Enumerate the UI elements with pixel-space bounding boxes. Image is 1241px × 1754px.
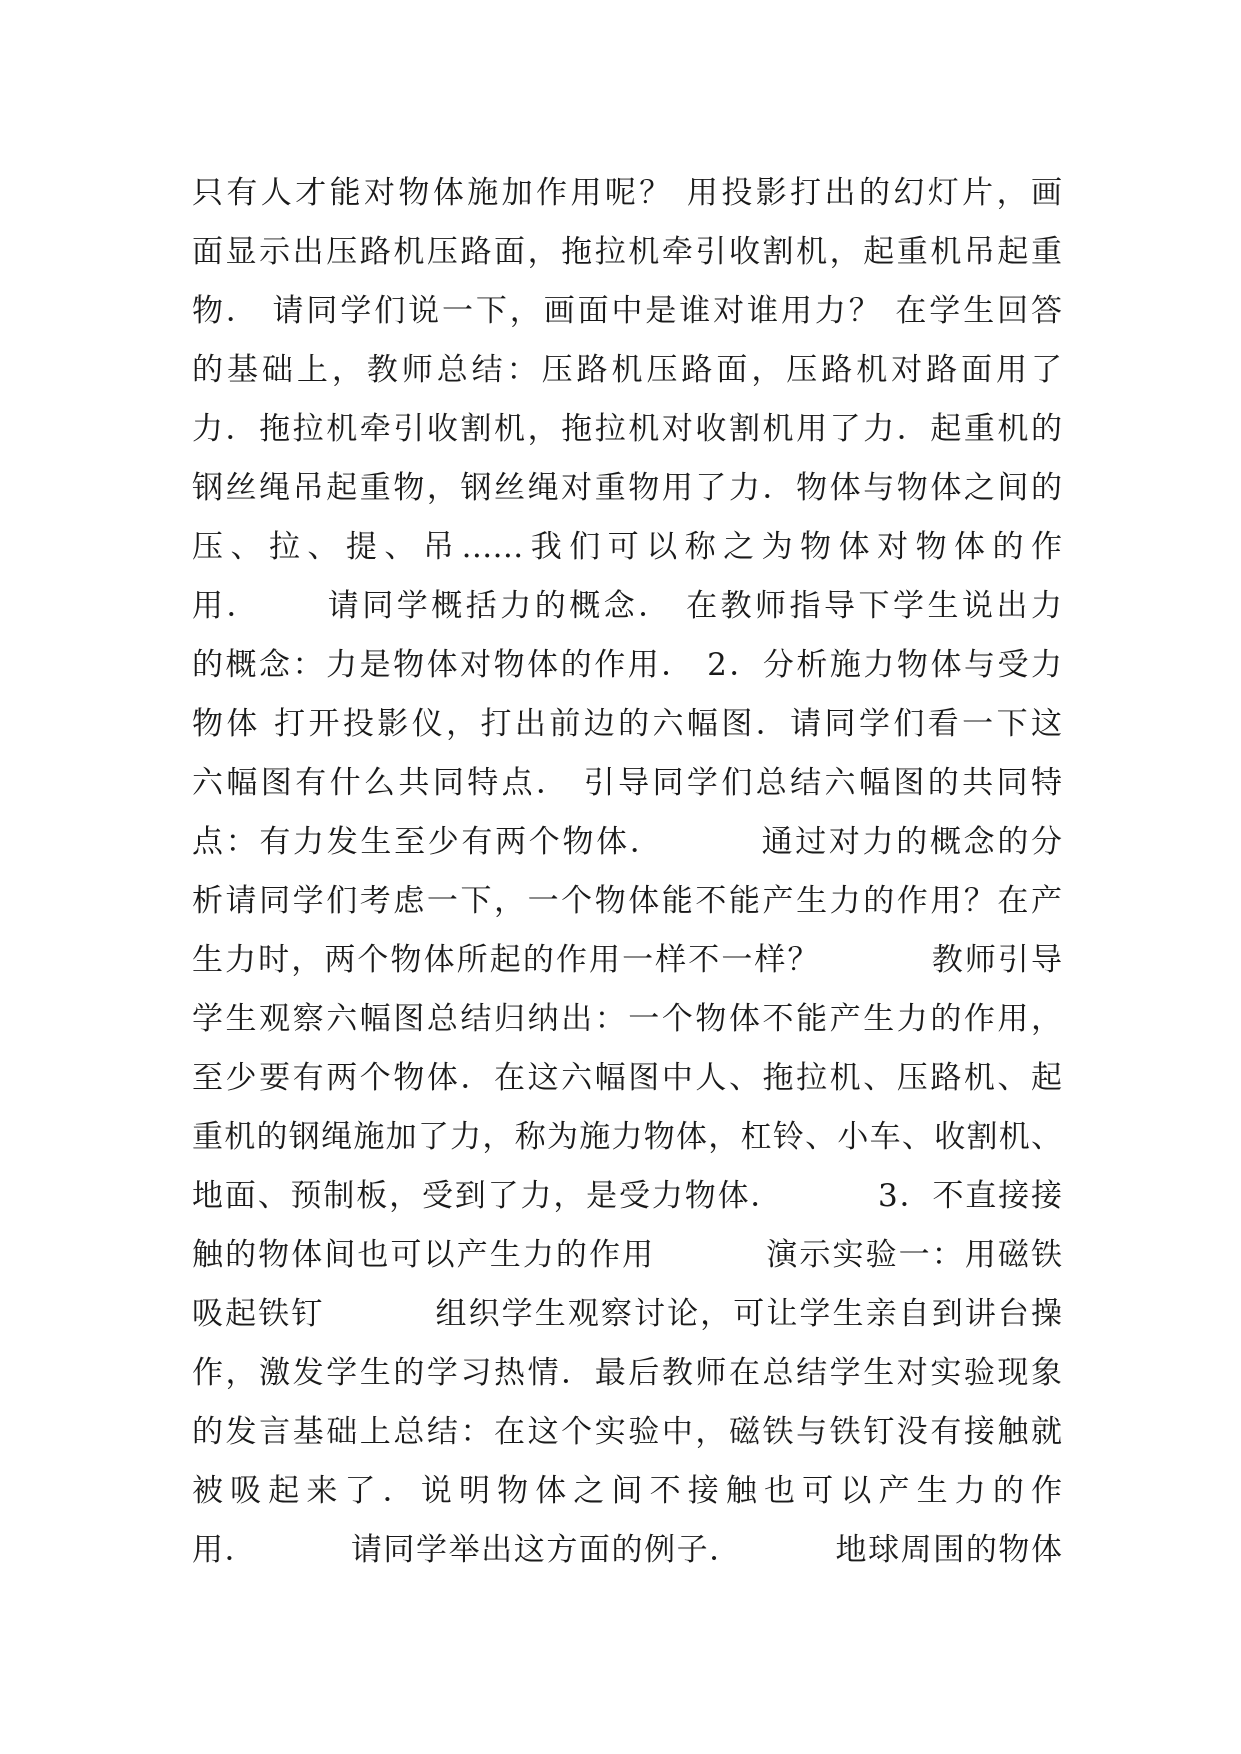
- text-line: 的概念：力是物体对物体的作用． 2．分析施力物体与受力: [192, 647, 1062, 683]
- text-line: 物体 打开投影仪，打出前边的六幅图．请同学们看一下这: [192, 706, 1062, 742]
- text-line: 用． 请同学举出这方面的例子． 地球周围的物体: [192, 1532, 1062, 1568]
- text-line: 点：有力发生至少有两个物体． 通过对力的概念的分: [192, 824, 1062, 860]
- text-line: 作，激发学生的学习热情．最后教师在总结学生对实验现象: [192, 1355, 1062, 1391]
- body-text: [192, 164, 1062, 1580]
- text-line: 重机的钢绳施加了力，称为施力物体，杠铃、小车、收割机、: [192, 1119, 1062, 1155]
- text-line: 吸起铁钉 组织学生观察讨论，可让学生亲自到讲台操: [192, 1296, 1062, 1332]
- text-line: 力．拖拉机牵引收割机，拖拉机对收割机用了力．起重机的: [192, 411, 1062, 447]
- text-line: 的发言基础上总结：在这个实验中，磁铁与铁钉没有接触就: [192, 1414, 1062, 1450]
- text-line: 析请同学们考虑一下，一个物体能不能产生力的作用？在产: [192, 883, 1062, 919]
- text-line: 六幅图有什么共同特点． 引导同学们总结六幅图的共同特: [192, 765, 1062, 801]
- text-line: 钢丝绳吊起重物，钢丝绳对重物用了力．物体与物体之间的: [192, 470, 1062, 506]
- text-line: 的基础上，教师总结：压路机压路面，压路机对路面用了: [192, 352, 1062, 388]
- text-line: 只有人才能对物体施加作用呢？ 用投影打出的幻灯片，画: [192, 175, 1062, 211]
- text-line: 面显示出压路机压路面，拖拉机牵引收割机，起重机吊起重: [192, 234, 1062, 270]
- text-line: 物． 请同学们说一下，画面中是谁对谁用力？ 在学生回答: [192, 293, 1062, 329]
- text-line: 地面、预制板，受到了力，是受力物体． 3．不直接接: [192, 1178, 1062, 1214]
- text-line: 触的物体间也可以产生力的作用 演示实验一：用磁铁: [192, 1237, 1062, 1273]
- text-line: 学生观察六幅图总结归纳出：一个物体不能产生力的作用，: [192, 1001, 1062, 1037]
- text-line: 生力时，两个物体所起的作用一样不一样？ 教师引导: [192, 942, 1062, 978]
- text-line: 被吸起来了．说明物体之间不接触也可以产生力的作: [192, 1473, 1062, 1509]
- text-line: 压、拉、提、吊……我们可以称之为物体对物体的作: [192, 529, 1062, 565]
- text-line: 至少要有两个物体．在这六幅图中人、拖拉机、压路机、起: [192, 1060, 1062, 1096]
- text-line: 用． 请同学概括力的概念． 在教师指导下学生说出力: [192, 588, 1062, 624]
